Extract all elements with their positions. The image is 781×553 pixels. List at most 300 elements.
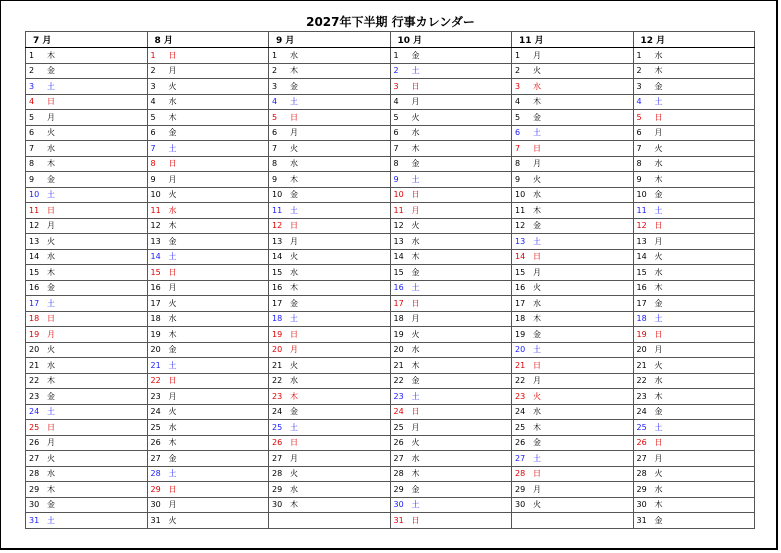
weekday-label: 月	[168, 174, 177, 184]
day-cell[interactable]	[269, 156, 391, 172]
day-number: 20	[272, 345, 283, 355]
day-cell[interactable]	[26, 389, 148, 405]
day-number: 30	[393, 500, 404, 510]
day-cell[interactable]	[390, 451, 512, 467]
day-cell[interactable]	[26, 311, 148, 327]
weekday-label: 火	[533, 174, 541, 184]
day-cell[interactable]	[512, 513, 634, 529]
day-cell[interactable]	[390, 373, 512, 389]
day-cell[interactable]	[512, 234, 634, 250]
day-cell[interactable]	[512, 141, 634, 157]
day-cell[interactable]	[269, 342, 391, 358]
weekday-label: 木	[533, 314, 541, 324]
day-cell[interactable]	[633, 482, 755, 498]
day-cell[interactable]	[390, 218, 512, 234]
day-cell[interactable]	[633, 63, 755, 79]
day-number: 1	[636, 50, 642, 60]
day-cell[interactable]	[269, 249, 391, 265]
day-cell[interactable]	[147, 358, 269, 374]
day-cell[interactable]	[633, 435, 755, 451]
day-cell[interactable]	[26, 435, 148, 451]
day-cell[interactable]	[633, 280, 755, 296]
day-cell[interactable]	[390, 48, 512, 64]
day-cell[interactable]	[269, 358, 391, 374]
day-cell[interactable]	[269, 280, 391, 296]
weekday-label: 日	[290, 221, 298, 231]
day-cell[interactable]	[512, 48, 634, 64]
table-row	[26, 249, 755, 265]
day-cell[interactable]	[390, 249, 512, 265]
day-cell[interactable]	[633, 373, 755, 389]
day-cell[interactable]	[390, 466, 512, 482]
weekday-label: 日	[168, 50, 177, 60]
day-cell[interactable]	[390, 63, 512, 79]
day-cell[interactable]	[147, 327, 269, 343]
weekday-label: 月	[533, 376, 541, 386]
weekday-label: 火	[47, 236, 55, 246]
table-row	[26, 234, 755, 250]
day-cell[interactable]	[26, 203, 148, 219]
day-cell[interactable]	[147, 94, 269, 110]
day-number: 7	[636, 143, 642, 153]
weekday-label: 日	[411, 298, 420, 308]
day-cell[interactable]	[512, 218, 634, 234]
day-cell[interactable]	[390, 497, 512, 513]
day-cell[interactable]	[269, 265, 391, 281]
day-cell[interactable]	[633, 218, 755, 234]
day-cell[interactable]	[269, 63, 391, 79]
weekday-label: 日	[168, 159, 177, 169]
day-cell[interactable]	[633, 79, 755, 95]
day-cell[interactable]	[633, 141, 755, 157]
day-cell[interactable]	[633, 203, 755, 219]
weekday-label: 金	[290, 81, 298, 91]
day-cell[interactable]	[390, 234, 512, 250]
day-cell[interactable]	[512, 125, 634, 141]
day-cell[interactable]	[512, 249, 634, 265]
day-cell[interactable]	[633, 265, 755, 281]
day-cell[interactable]	[26, 451, 148, 467]
day-number: 29	[150, 484, 161, 494]
weekday-label: 水	[533, 190, 541, 200]
day-cell[interactable]	[26, 79, 148, 95]
day-cell[interactable]	[269, 311, 391, 327]
day-cell[interactable]	[390, 296, 512, 312]
weekday-label: 木	[654, 391, 663, 401]
day-cell[interactable]	[269, 497, 391, 513]
day-number: 3	[150, 81, 156, 91]
day-number: 25	[393, 422, 404, 432]
day-cell[interactable]	[390, 358, 512, 374]
day-cell[interactable]	[512, 311, 634, 327]
weekday-label: 水	[47, 143, 55, 153]
table-row	[26, 203, 755, 219]
day-cell[interactable]	[147, 187, 269, 203]
weekday-label: 金	[533, 221, 541, 231]
day-cell[interactable]	[147, 249, 269, 265]
day-number: 13	[29, 236, 40, 246]
day-number: 12	[393, 221, 404, 231]
month-header: 9 月	[269, 32, 391, 48]
day-cell[interactable]	[269, 172, 391, 188]
day-cell[interactable]	[390, 389, 512, 405]
day-cell[interactable]	[147, 110, 269, 126]
day-cell[interactable]	[147, 497, 269, 513]
weekday-label: 火	[290, 143, 298, 153]
day-number: 13	[150, 236, 161, 246]
weekday-label: 木	[47, 50, 55, 60]
day-cell[interactable]	[147, 389, 269, 405]
day-number: 20	[29, 345, 40, 355]
day-cell[interactable]	[390, 265, 512, 281]
table-row	[26, 280, 755, 296]
day-cell[interactable]	[390, 156, 512, 172]
day-cell[interactable]	[390, 203, 512, 219]
day-cell[interactable]	[512, 94, 634, 110]
weekday-label: 水	[290, 376, 298, 386]
weekday-label: 金	[533, 329, 541, 339]
day-cell[interactable]	[147, 373, 269, 389]
day-number: 11	[515, 205, 526, 215]
day-number: 5	[515, 112, 521, 122]
day-cell[interactable]	[512, 203, 634, 219]
day-cell[interactable]	[147, 141, 269, 157]
table-row	[26, 373, 755, 389]
day-number: 2	[515, 66, 521, 76]
day-cell[interactable]	[269, 48, 391, 64]
day-number: 6	[272, 128, 278, 138]
day-cell[interactable]	[147, 203, 269, 219]
day-cell[interactable]	[147, 156, 269, 172]
day-number: 7	[515, 143, 521, 153]
day-cell[interactable]	[269, 187, 391, 203]
weekday-label: 土	[533, 236, 541, 246]
weekday-label: 金	[168, 236, 177, 246]
day-cell[interactable]	[390, 327, 512, 343]
day-cell[interactable]	[390, 482, 512, 498]
day-number: 22	[393, 376, 404, 386]
day-cell[interactable]	[269, 389, 391, 405]
day-cell[interactable]	[269, 79, 391, 95]
day-cell[interactable]	[269, 482, 391, 498]
day-cell[interactable]	[633, 497, 755, 513]
day-cell[interactable]	[512, 63, 634, 79]
day-number: 26	[636, 438, 647, 448]
day-cell[interactable]	[633, 94, 755, 110]
day-cell[interactable]	[147, 482, 269, 498]
day-cell[interactable]	[147, 435, 269, 451]
weekday-label: 日	[411, 81, 420, 91]
day-cell[interactable]	[269, 404, 391, 420]
day-number: 16	[150, 283, 161, 293]
day-number: 13	[272, 236, 283, 246]
day-cell[interactable]	[390, 420, 512, 436]
day-cell[interactable]	[269, 451, 391, 467]
day-number: 17	[636, 298, 647, 308]
day-number: 22	[636, 376, 647, 386]
day-cell[interactable]	[390, 79, 512, 95]
day-cell[interactable]	[633, 172, 755, 188]
day-cell[interactable]	[390, 187, 512, 203]
day-cell[interactable]	[269, 435, 391, 451]
day-cell[interactable]	[26, 63, 148, 79]
day-cell[interactable]	[26, 265, 148, 281]
day-cell[interactable]	[512, 389, 634, 405]
day-number: 19	[636, 329, 647, 339]
day-cell[interactable]	[147, 404, 269, 420]
weekday-label: 水	[411, 345, 420, 355]
day-cell[interactable]	[512, 404, 634, 420]
day-number: 2	[393, 66, 399, 76]
day-cell[interactable]	[390, 311, 512, 327]
day-cell[interactable]	[269, 94, 391, 110]
day-cell[interactable]	[26, 249, 148, 265]
weekday-label: 火	[654, 252, 663, 262]
weekday-label: 木	[533, 422, 541, 432]
day-cell[interactable]	[512, 482, 634, 498]
weekday-label: 水	[290, 50, 298, 60]
day-cell[interactable]	[512, 110, 634, 126]
day-cell[interactable]	[633, 466, 755, 482]
day-number: 16	[29, 283, 40, 293]
weekday-label: 日	[168, 376, 177, 386]
day-cell[interactable]	[26, 156, 148, 172]
day-cell[interactable]	[26, 373, 148, 389]
day-number: 5	[272, 112, 278, 122]
day-cell[interactable]	[390, 513, 512, 529]
day-cell[interactable]	[633, 110, 755, 126]
day-cell[interactable]	[269, 296, 391, 312]
day-cell[interactable]	[269, 141, 391, 157]
day-cell[interactable]	[633, 513, 755, 529]
day-cell[interactable]	[633, 420, 755, 436]
day-cell[interactable]	[26, 420, 148, 436]
day-number: 1	[29, 50, 35, 60]
weekday-label: 月	[47, 438, 55, 448]
day-cell[interactable]	[269, 466, 391, 482]
day-cell[interactable]	[512, 435, 634, 451]
day-cell[interactable]	[147, 172, 269, 188]
day-cell[interactable]	[512, 420, 634, 436]
day-cell[interactable]	[147, 296, 269, 312]
day-number: 21	[272, 360, 283, 370]
day-cell[interactable]	[26, 187, 148, 203]
day-number: 12	[272, 221, 283, 231]
day-number: 15	[272, 267, 283, 277]
day-cell[interactable]	[512, 79, 634, 95]
day-cell[interactable]	[512, 451, 634, 467]
weekday-label: 土	[47, 190, 55, 200]
day-cell[interactable]	[26, 110, 148, 126]
day-number: 18	[29, 314, 40, 324]
day-number: 9	[515, 174, 521, 184]
day-cell[interactable]	[26, 466, 148, 482]
day-cell[interactable]	[147, 466, 269, 482]
day-number: 16	[515, 283, 526, 293]
day-number: 3	[29, 81, 35, 91]
day-number: 10	[515, 190, 526, 200]
day-cell[interactable]	[390, 110, 512, 126]
day-cell[interactable]	[26, 404, 148, 420]
day-cell[interactable]	[269, 327, 391, 343]
day-cell[interactable]	[26, 342, 148, 358]
weekday-label: 日	[533, 143, 541, 153]
day-cell[interactable]	[26, 280, 148, 296]
day-cell[interactable]	[512, 156, 634, 172]
day-cell[interactable]	[512, 172, 634, 188]
day-cell[interactable]	[147, 234, 269, 250]
day-cell[interactable]	[269, 373, 391, 389]
day-cell[interactable]	[390, 94, 512, 110]
day-cell[interactable]	[26, 358, 148, 374]
day-cell[interactable]	[26, 94, 148, 110]
day-number: 10	[393, 190, 404, 200]
day-number: 23	[29, 391, 40, 401]
day-cell[interactable]	[147, 63, 269, 79]
weekday-label: 金	[290, 298, 298, 308]
weekday-label: 金	[168, 128, 177, 138]
day-cell[interactable]	[26, 234, 148, 250]
day-cell[interactable]	[633, 48, 755, 64]
day-cell[interactable]	[390, 404, 512, 420]
day-cell[interactable]	[512, 497, 634, 513]
day-cell[interactable]	[26, 218, 148, 234]
weekday-label: 月	[47, 221, 55, 231]
day-number: 27	[515, 453, 526, 463]
day-cell[interactable]	[147, 79, 269, 95]
day-cell[interactable]	[633, 156, 755, 172]
day-cell[interactable]	[633, 389, 755, 405]
day-cell[interactable]	[147, 218, 269, 234]
day-cell[interactable]	[512, 187, 634, 203]
weekday-label: 火	[168, 407, 177, 417]
day-number: 16	[272, 283, 283, 293]
day-cell[interactable]	[390, 435, 512, 451]
weekday-label: 火	[47, 453, 55, 463]
day-cell[interactable]	[512, 296, 634, 312]
weekday-label: 水	[168, 97, 177, 107]
day-number: 5	[636, 112, 642, 122]
day-cell[interactable]	[147, 125, 269, 141]
weekday-label: 水	[411, 453, 420, 463]
day-cell[interactable]	[633, 327, 755, 343]
day-cell[interactable]	[26, 513, 148, 529]
day-cell[interactable]	[269, 420, 391, 436]
day-number: 23	[515, 391, 526, 401]
weekday-label: 日	[533, 252, 541, 262]
weekday-label: 水	[533, 407, 541, 417]
day-cell[interactable]	[147, 48, 269, 64]
day-cell[interactable]	[512, 265, 634, 281]
day-cell[interactable]	[390, 125, 512, 141]
day-cell[interactable]	[26, 125, 148, 141]
day-number: 11	[150, 205, 161, 215]
day-number: 25	[29, 422, 40, 432]
day-cell[interactable]	[147, 420, 269, 436]
day-cell[interactable]	[147, 342, 269, 358]
day-number: 12	[150, 221, 161, 231]
day-number: 25	[272, 422, 283, 432]
day-cell[interactable]	[633, 187, 755, 203]
weekday-label: 水	[654, 50, 663, 60]
table-row	[26, 94, 755, 110]
day-cell[interactable]	[633, 451, 755, 467]
day-number: 10	[272, 190, 283, 200]
weekday-label: 土	[654, 314, 663, 324]
day-cell[interactable]	[633, 234, 755, 250]
day-cell[interactable]	[512, 466, 634, 482]
day-cell[interactable]	[512, 280, 634, 296]
table-row	[26, 482, 755, 498]
day-number: 1	[393, 50, 399, 60]
day-cell[interactable]	[269, 110, 391, 126]
weekday-label: 木	[168, 438, 177, 448]
day-cell[interactable]	[633, 358, 755, 374]
day-number: 17	[272, 298, 283, 308]
day-cell[interactable]	[512, 358, 634, 374]
day-number: 20	[150, 345, 161, 355]
day-cell[interactable]	[390, 141, 512, 157]
day-cell[interactable]	[26, 327, 148, 343]
day-cell[interactable]	[147, 513, 269, 529]
day-number: 29	[636, 484, 647, 494]
weekday-label: 火	[168, 298, 177, 308]
day-number: 6	[636, 128, 642, 138]
weekday-label: 木	[654, 283, 663, 293]
day-cell[interactable]	[147, 451, 269, 467]
day-cell[interactable]	[633, 296, 755, 312]
day-cell[interactable]	[26, 482, 148, 498]
weekday-label: 火	[290, 360, 298, 370]
day-cell[interactable]	[26, 141, 148, 157]
day-cell[interactable]	[26, 497, 148, 513]
day-cell[interactable]	[633, 342, 755, 358]
day-cell[interactable]	[147, 311, 269, 327]
day-cell[interactable]	[269, 203, 391, 219]
weekday-label: 月	[168, 391, 177, 401]
day-number: 16	[636, 283, 647, 293]
day-cell[interactable]	[633, 404, 755, 420]
day-cell[interactable]	[633, 125, 755, 141]
day-number: 16	[393, 283, 404, 293]
day-cell[interactable]	[390, 280, 512, 296]
day-number: 14	[636, 252, 647, 262]
weekday-label: 水	[47, 252, 55, 262]
day-cell[interactable]	[512, 373, 634, 389]
day-cell[interactable]	[26, 48, 148, 64]
day-cell[interactable]	[633, 311, 755, 327]
day-cell[interactable]	[269, 513, 391, 529]
day-number: 2	[150, 66, 156, 76]
day-cell[interactable]	[269, 218, 391, 234]
table-row	[26, 125, 755, 141]
day-number: 19	[393, 329, 404, 339]
day-cell[interactable]	[269, 125, 391, 141]
table-row	[26, 187, 755, 203]
weekday-label: 土	[290, 205, 298, 215]
day-cell[interactable]	[26, 172, 148, 188]
weekday-label: 水	[654, 159, 663, 169]
day-cell[interactable]	[633, 249, 755, 265]
day-cell[interactable]	[390, 342, 512, 358]
day-cell[interactable]	[269, 234, 391, 250]
day-cell[interactable]	[390, 172, 512, 188]
day-cell[interactable]	[512, 327, 634, 343]
day-cell[interactable]	[147, 280, 269, 296]
day-cell[interactable]	[512, 342, 634, 358]
day-cell[interactable]	[147, 265, 269, 281]
day-cell[interactable]	[26, 296, 148, 312]
